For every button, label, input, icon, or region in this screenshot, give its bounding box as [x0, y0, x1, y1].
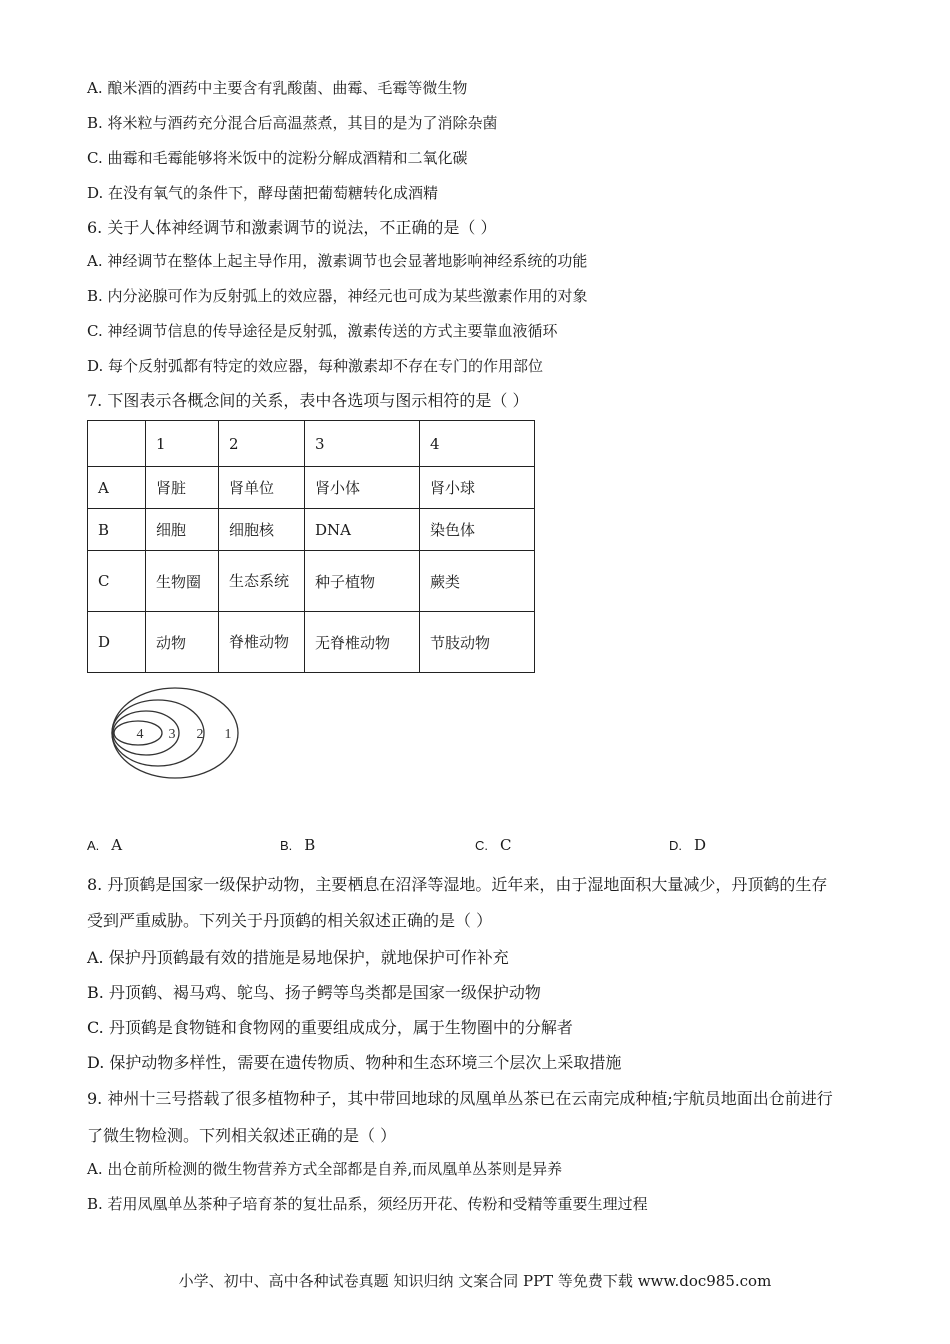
nested-ellipse-diagram: [108, 686, 248, 780]
page-footer: 小学、初中、高中各种试卷真题 知识归纳 文案合同 PPT 等免费下载 www.doc985.com: [178, 1272, 772, 1290]
q8-stem-line1: 8. 丹顶鹤是国家一级保护动物，主要栖息在沼泽等湿地。近年来，由于湿地面积大量减少，丹顶鹤的生存: [87, 875, 828, 894]
q9-stem-line2: 了微生物检测。下列相关叙述正确的是（ ）: [87, 1126, 397, 1145]
table-cell: 4: [420, 421, 535, 467]
option-text: C: [500, 836, 512, 854]
q6-option-d: D. 每个反射弧都有特定的效应器，每种激素却不存在专门的作用部位: [87, 357, 544, 375]
table-cell: 生态系统: [219, 551, 305, 612]
option-text: A: [111, 836, 123, 854]
option-text: D: [694, 836, 707, 854]
table-cell: 肾小球: [420, 467, 535, 509]
q7-answer-d: [669, 836, 706, 854]
table-cell: 肾脏: [146, 467, 219, 509]
q5-option-a: A. 酿米酒的酒药中主要含有乳酸菌、曲霉、毛霉等微生物: [87, 79, 468, 97]
label-3: 3: [168, 727, 176, 742]
table-cell: DNA: [305, 509, 420, 551]
table-cell: 节肢动物: [420, 612, 535, 673]
q8-option-c: C. 丹顶鹤是食物链和食物网的重要组成成分，属于生物圈中的分解者: [87, 1018, 573, 1037]
q6-stem: 6. 关于人体神经调节和激素调节的说法，不正确的是（ ）: [87, 218, 497, 237]
table-cell: 肾小体: [305, 467, 420, 509]
ellipse-2: [112, 700, 204, 766]
option-letter: C.: [475, 838, 488, 853]
table-cell: 2: [219, 421, 305, 467]
q7-answer-b: [280, 836, 315, 854]
q7-answer-a: [87, 836, 122, 854]
table-cell: 肾单位: [219, 467, 305, 509]
q8-option-d: D. 保护动物多样性，需要在遗传物质、物种和生态环境三个层次上采取措施: [87, 1053, 622, 1072]
option-letter: D.: [669, 838, 682, 853]
table-cell: 动物: [146, 612, 219, 673]
table-row: [88, 551, 535, 612]
label-2: 2: [196, 727, 204, 742]
option-letter: A.: [87, 838, 100, 853]
table-cell: 3: [305, 421, 420, 467]
q8-stem-line2: 受到严重威胁。下列关于丹顶鹤的相关叙述正确的是（ ）: [87, 911, 493, 930]
q5-option-c: C. 曲霉和毛霉能够将米饭中的淀粉分解成酒精和二氧化碳: [87, 149, 468, 167]
table-cell: C: [88, 551, 146, 612]
table-cell: D: [88, 612, 146, 673]
table-cell: 1: [146, 421, 219, 467]
table-header-row: [88, 421, 535, 467]
table-cell: 无脊椎动物: [305, 612, 420, 673]
table-row: [88, 467, 535, 509]
table-cell: 生物圈: [146, 551, 219, 612]
q6-option-c: C. 神经调节信息的传导途径是反射弧，激素传送的方式主要靠血液循环: [87, 322, 558, 340]
table-cell: 染色体: [420, 509, 535, 551]
q8-option-b: B. 丹顶鹤、褐马鸡、鸵鸟、扬子鳄等鸟类都是国家一级保护动物: [87, 983, 541, 1002]
label-1: 1: [224, 727, 232, 742]
table-cell: 脊椎动物: [219, 612, 305, 673]
table-cell: A: [88, 467, 146, 509]
option-text: B: [304, 836, 316, 854]
q9-stem-line1: 9. 神州十三号搭载了很多植物种子，其中带回地球的凤凰单丛茶已在云南完成种植;宇航员地面出仓前进行: [87, 1089, 833, 1108]
q7-answer-c: [475, 836, 511, 854]
q6-option-b: B. 内分泌腺可作为反射弧上的效应器，神经元也可成为某些激素作用的对象: [87, 287, 588, 305]
table-cell: 蕨类: [420, 551, 535, 612]
option-letter: B.: [280, 838, 293, 853]
q5-option-b: B. 将米粒与酒药充分混合后高温蒸煮，其目的是为了消除杂菌: [87, 114, 498, 132]
table-row: [88, 509, 535, 551]
table-row: [88, 612, 535, 673]
table-cell: B: [88, 509, 146, 551]
q6-option-a: A. 神经调节在整体上起主导作用，激素调节也会显著地影响神经系统的功能: [87, 252, 588, 270]
table-cell: 细胞: [146, 509, 219, 551]
q9-option-b: B. 若用凤凰单丛茶种子培育茶的复壮品系，须经历开花、传粉和受精等重要生理过程: [87, 1195, 648, 1213]
concept-table: [87, 420, 535, 673]
table-cell: 细胞核: [219, 509, 305, 551]
table-cell: 种子植物: [305, 551, 420, 612]
label-4: 4: [136, 727, 144, 742]
table-cell: [88, 421, 146, 467]
q7-answer-options: [87, 836, 847, 858]
q8-option-a: A. 保护丹顶鹤最有效的措施是易地保护，就地保护可作补充: [87, 948, 509, 967]
q5-option-d: D. 在没有氧气的条件下，酵母菌把葡萄糖转化成酒精: [87, 184, 439, 202]
q9-option-a: A. 出仓前所检测的微生物营养方式全部都是自养,而凤凰单丛茶则是异养: [87, 1160, 563, 1178]
q7-stem: 7. 下图表示各概念间的关系，表中各选项与图示相符的是（ ）: [87, 391, 529, 410]
